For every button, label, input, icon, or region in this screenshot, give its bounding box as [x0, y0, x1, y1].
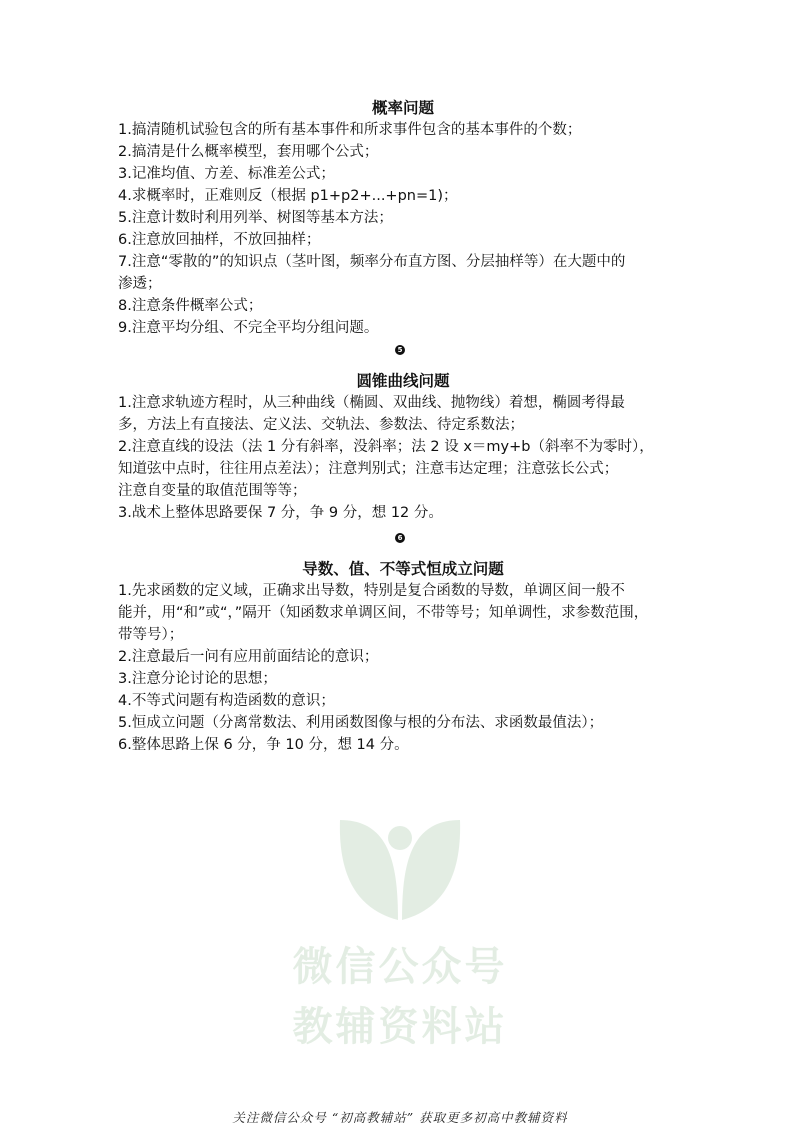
text-line: 3.注意分论讨论的思想；	[118, 671, 277, 687]
text-line: 9.注意平均分组、不完全平均分组问题。	[118, 320, 379, 336]
text-line: 6.注意放回抽样，不放回抽样；	[118, 232, 321, 248]
text-line: 3.战术上整体思路要保 7 分，争 9 分，想 12 分。	[118, 505, 443, 521]
watermark-logo	[280, 810, 520, 1060]
text-line: 1.先求函数的定义域，正确求出导数，特别是复合函数的导数，单调区间一般不	[118, 583, 625, 599]
text-line: 5.注意计数时利用列举、树图等基本方法；	[118, 210, 393, 226]
text-line: 4.不等式问题有构造函数的意识；	[118, 693, 335, 709]
text-line: 5.恒成立问题（分离常数法、利用函数图像与根的分布法、求函数最值法）；	[118, 715, 604, 731]
watermark-line: 微信公众号	[292, 944, 508, 990]
text-line: 多，方法上有直接法、定义法、交轨法、参数法、待定系数法；	[118, 417, 524, 433]
section-body	[118, 392, 688, 524]
text-line: 注意自变量的取值范围等等；	[118, 483, 307, 499]
watermark-line: 教辅资料站	[292, 1004, 508, 1050]
section-conic	[118, 370, 688, 524]
text-line: 4.求概率时，正难则反（根据 p1+p2+...+pn=1)；	[118, 188, 458, 204]
text-line: 8.注意条件概率公式；	[118, 298, 263, 314]
section-title: 概率问题	[371, 99, 434, 117]
text-line: 2.注意直线的设法（法 1 分有斜率，没斜率；法 2 设 x＝my+b（斜率不为零时），	[118, 439, 654, 455]
section-bullet-icon: 5	[395, 345, 405, 355]
text-line: 3.记准均值、方差、标准差公式；	[118, 166, 335, 182]
text-line: 1.搞清随机试验包含的所有基本事件和所求事件包含的基本事件的个数；	[118, 122, 582, 138]
page-footer: 关注微信公众号 “初高教辅站” 获取更多初高中教辅资料	[232, 1110, 568, 1125]
leaf-logo-icon	[330, 810, 470, 930]
section-title: 圆锥曲线问题	[356, 372, 450, 390]
text-line: 知道弦中点时，往往用点差法）；注意判别式；注意韦达定理；注意弦长公式；	[118, 461, 619, 477]
section-derivative	[118, 558, 688, 756]
text-line: 2.搞清是什么概率模型，套用哪个公式；	[118, 144, 379, 160]
text-line: 带等号）；	[118, 627, 184, 643]
text-line: 渗透；	[118, 276, 162, 292]
section-body	[118, 580, 688, 756]
section-bullet-icon: 6	[395, 533, 405, 543]
section-probability	[118, 97, 688, 339]
section-title: 导数、值、不等式恒成立问题	[302, 560, 504, 578]
text-line: 7.注意“零散的”的知识点（茎叶图，频率分布直方图、分层抽样等）在大题中的	[118, 254, 626, 270]
text-line: 能并，用“和”或“，”隔开（知函数求单调区间，不带等号；知单调性，求参数范围，	[118, 605, 649, 621]
text-line: 6.整体思路上保 6 分，争 10 分，想 14 分。	[118, 737, 409, 753]
text-line: 1.注意求轨迹方程时，从三种曲线（椭圆、双曲线、抛物线）着想，椭圆考得最	[118, 395, 625, 411]
text-line: 2.注意最后一问有应用前面结论的意识；	[118, 649, 379, 665]
section-body	[118, 119, 688, 339]
